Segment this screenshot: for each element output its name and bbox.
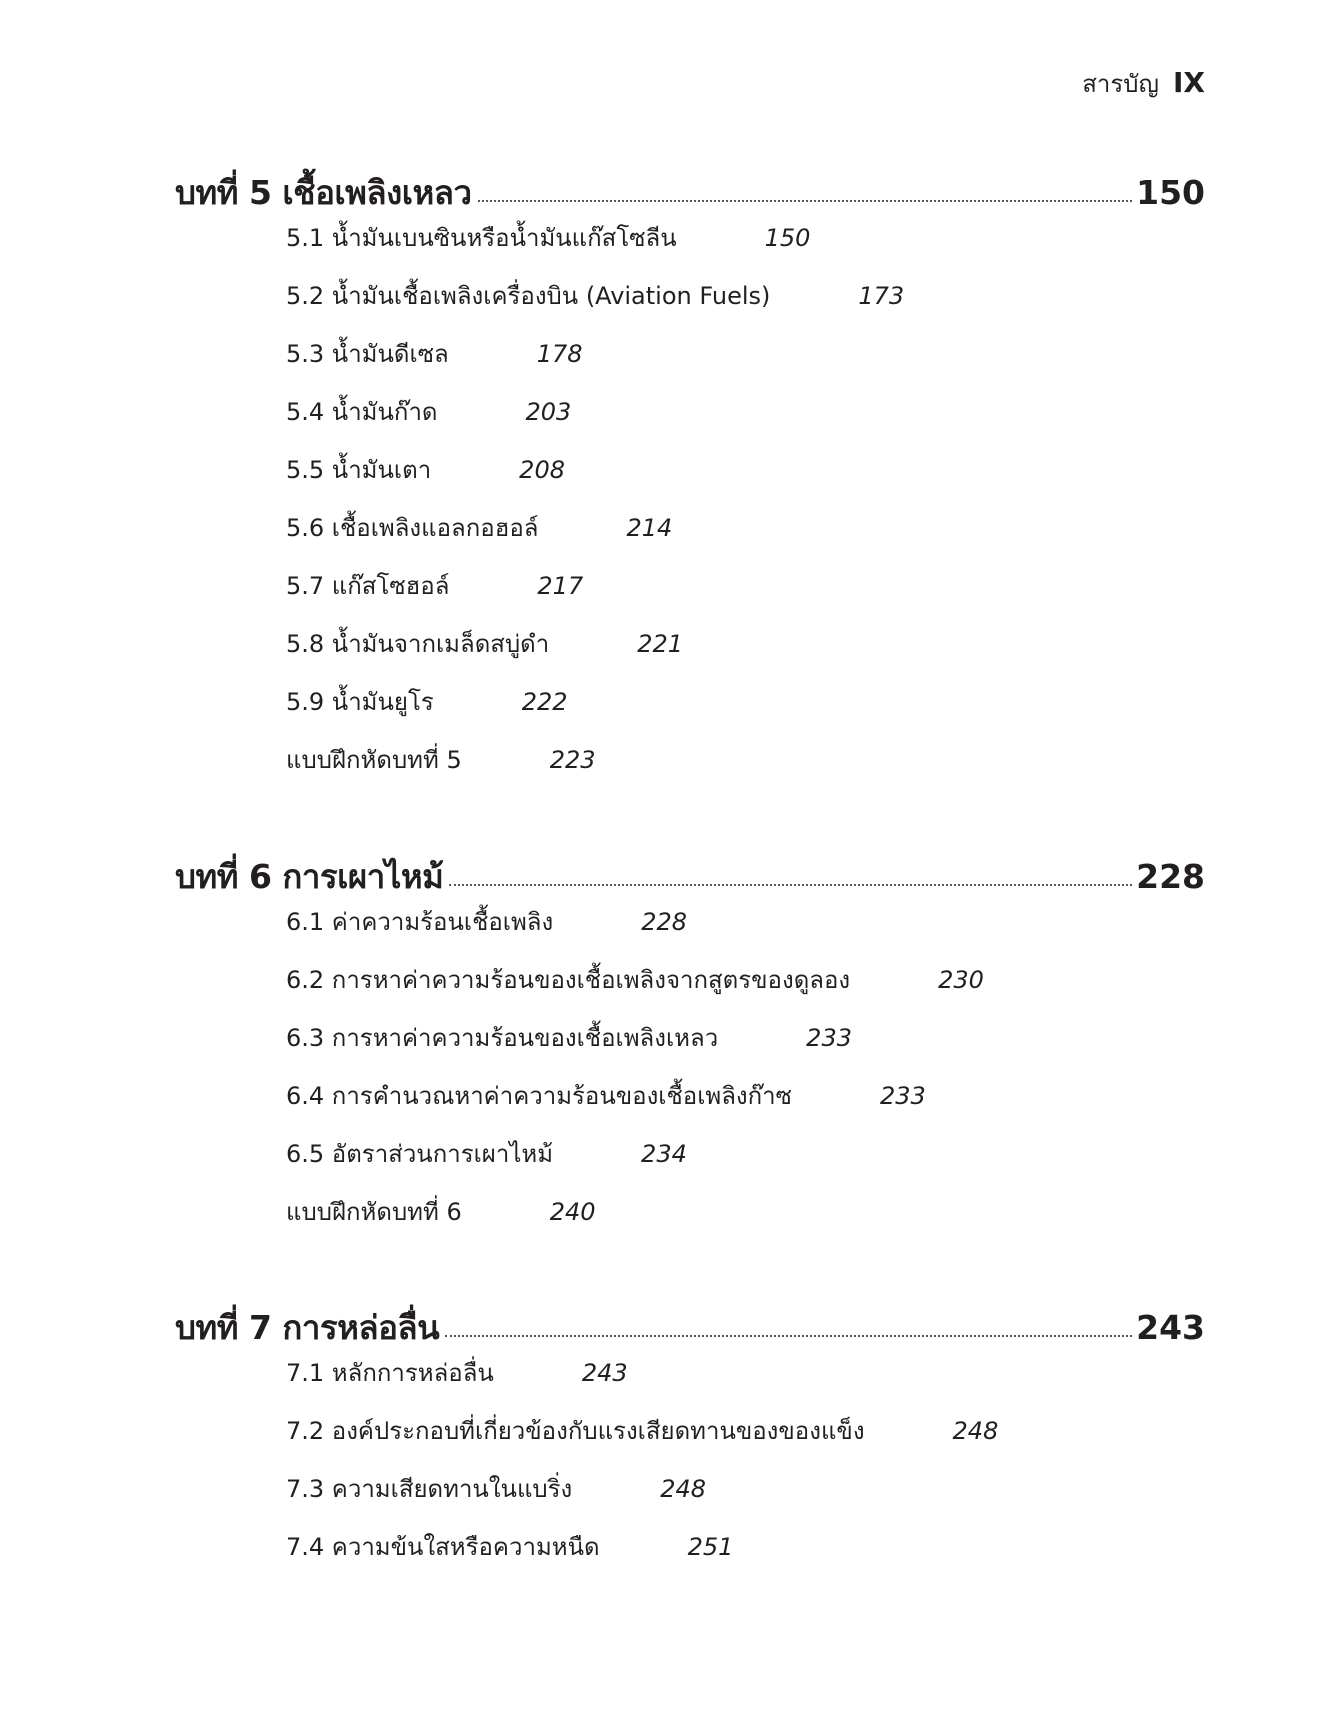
- entry-label: 7.1 หลักการหล่อลื่น: [286, 1359, 494, 1387]
- entry-label: แบบฝึกหัดบทที่ 6: [286, 1198, 462, 1226]
- section-list: [286, 218, 1205, 798]
- section-list: [286, 1353, 1205, 1585]
- chapter-heading[interactable]: [175, 850, 1205, 898]
- toc-entry[interactable]: [286, 1076, 1205, 1134]
- entry-label: 6.5 อัตราส่วนการเผาไหม้: [286, 1140, 554, 1168]
- entry-page: 251: [687, 1533, 734, 1561]
- toc-entry[interactable]: [286, 960, 1205, 1018]
- toc-entry[interactable]: [286, 624, 1205, 682]
- entry-page: 230: [938, 966, 984, 994]
- entry-label: 6.1 ค่าความร้อนเชื้อเพลิง: [286, 908, 554, 936]
- toc-entry[interactable]: [286, 902, 1205, 960]
- entry-page: 221: [637, 630, 684, 658]
- entry-page: 217: [537, 572, 584, 600]
- dot-leader: [478, 200, 1133, 202]
- toc-entry[interactable]: [286, 1192, 1205, 1250]
- chapter-5: [175, 166, 1205, 798]
- entry-page: 222: [521, 688, 568, 716]
- entry-label: 5.2 น้ำมันเชื้อเพลิงเครื่องบิน (Aviation Fuels): [286, 282, 771, 310]
- entry-label: 7.2 องค์ประกอบที่เกี่ยวข้องกับแรงเสียดทานของของแข็ง: [286, 1417, 865, 1445]
- toc-entry[interactable]: [286, 334, 1205, 392]
- entry-label: 5.3 น้ำมันดีเซล: [286, 340, 449, 368]
- chapter-title: บทที่ 5 เชื้อเพลิงเหลว: [175, 173, 472, 212]
- header-title: สารบัญ: [1082, 70, 1159, 98]
- chapter-heading[interactable]: [175, 1301, 1205, 1349]
- entry-label: 5.8 น้ำมันจากเมล็ดสบู่ดำ: [286, 630, 550, 658]
- entry-label: 7.4 ความข้นใสหรือความหนืด: [286, 1533, 600, 1561]
- toc-entry[interactable]: [286, 740, 1205, 798]
- toc-entry[interactable]: [286, 392, 1205, 450]
- chapter-page: 228: [1136, 857, 1205, 896]
- entry-label: 6.2 การหาค่าความร้อนของเชื้อเพลิงจากสูตรของดูลอง: [286, 966, 851, 994]
- toc-entry[interactable]: [286, 1018, 1205, 1076]
- chapter-page: 150: [1136, 173, 1205, 212]
- entry-page: 203: [525, 398, 572, 426]
- toc-entry[interactable]: [286, 566, 1205, 624]
- entry-page: 234: [641, 1140, 687, 1168]
- entry-page: 173: [858, 282, 905, 310]
- toc-entry[interactable]: [286, 218, 1205, 276]
- entry-page: 240: [549, 1198, 596, 1226]
- chapter-page: 243: [1136, 1308, 1205, 1347]
- toc-entry[interactable]: [286, 1353, 1205, 1411]
- entry-page: 248: [660, 1475, 707, 1503]
- dot-leader: [445, 1335, 1132, 1337]
- entry-label: แบบฝึกหัดบทที่ 5: [286, 746, 462, 774]
- entry-page: 233: [806, 1024, 852, 1052]
- running-header: [1082, 64, 1205, 103]
- entry-page: 150: [764, 224, 811, 252]
- entry-label: 6.4 การคำนวณหาค่าความร้อนของเชื้อเพลิงก๊าซ: [286, 1082, 792, 1110]
- toc-entry[interactable]: [286, 682, 1205, 740]
- toc-entry[interactable]: [286, 508, 1205, 566]
- toc-entry[interactable]: [286, 450, 1205, 508]
- chapter-heading[interactable]: [175, 166, 1205, 214]
- toc-entry[interactable]: [286, 1527, 1205, 1585]
- chapter-7: [175, 1301, 1205, 1585]
- toc-entry[interactable]: [286, 1134, 1205, 1192]
- entry-page: 233: [879, 1082, 926, 1110]
- entry-page: 208: [519, 456, 565, 484]
- section-list: [286, 902, 1205, 1250]
- chapter-title: บทที่ 6 การเผาไหม้: [175, 857, 444, 896]
- entry-label: 5.4 น้ำมันก๊าด: [286, 398, 438, 426]
- toc-entry[interactable]: [286, 1411, 1205, 1469]
- chapter-6: [175, 850, 1205, 1250]
- entry-page: 243: [581, 1359, 628, 1387]
- entry-page: 248: [952, 1417, 999, 1445]
- entry-label: 5.1 น้ำมันเบนซินหรือน้ำมันแก๊สโซลีน: [286, 224, 677, 252]
- toc-entry[interactable]: [286, 276, 1205, 334]
- entry-page: 228: [641, 908, 688, 936]
- entry-label: 5.5 น้ำมันเตา: [286, 456, 432, 484]
- entry-page: 223: [549, 746, 596, 774]
- entry-label: 5.7 แก๊สโซฮอล์: [286, 572, 450, 600]
- entry-label: 6.3 การหาค่าความร้อนของเชื้อเพลิงเหลว: [286, 1024, 719, 1052]
- entry-page: 214: [626, 514, 673, 542]
- chapter-title: บทที่ 7 การหล่อลื่น: [175, 1308, 440, 1347]
- entry-label: 5.9 น้ำมันยูโร: [286, 688, 434, 716]
- entry-label: 5.6 เชื้อเพลิงแอลกอฮอล์: [286, 514, 539, 542]
- entry-page: 178: [536, 340, 583, 368]
- entry-label: 7.3 ความเสียดทานในแบริ่ง: [286, 1475, 573, 1503]
- header-page-number: IX: [1172, 66, 1205, 99]
- dot-leader: [449, 884, 1132, 886]
- toc-entry[interactable]: [286, 1469, 1205, 1527]
